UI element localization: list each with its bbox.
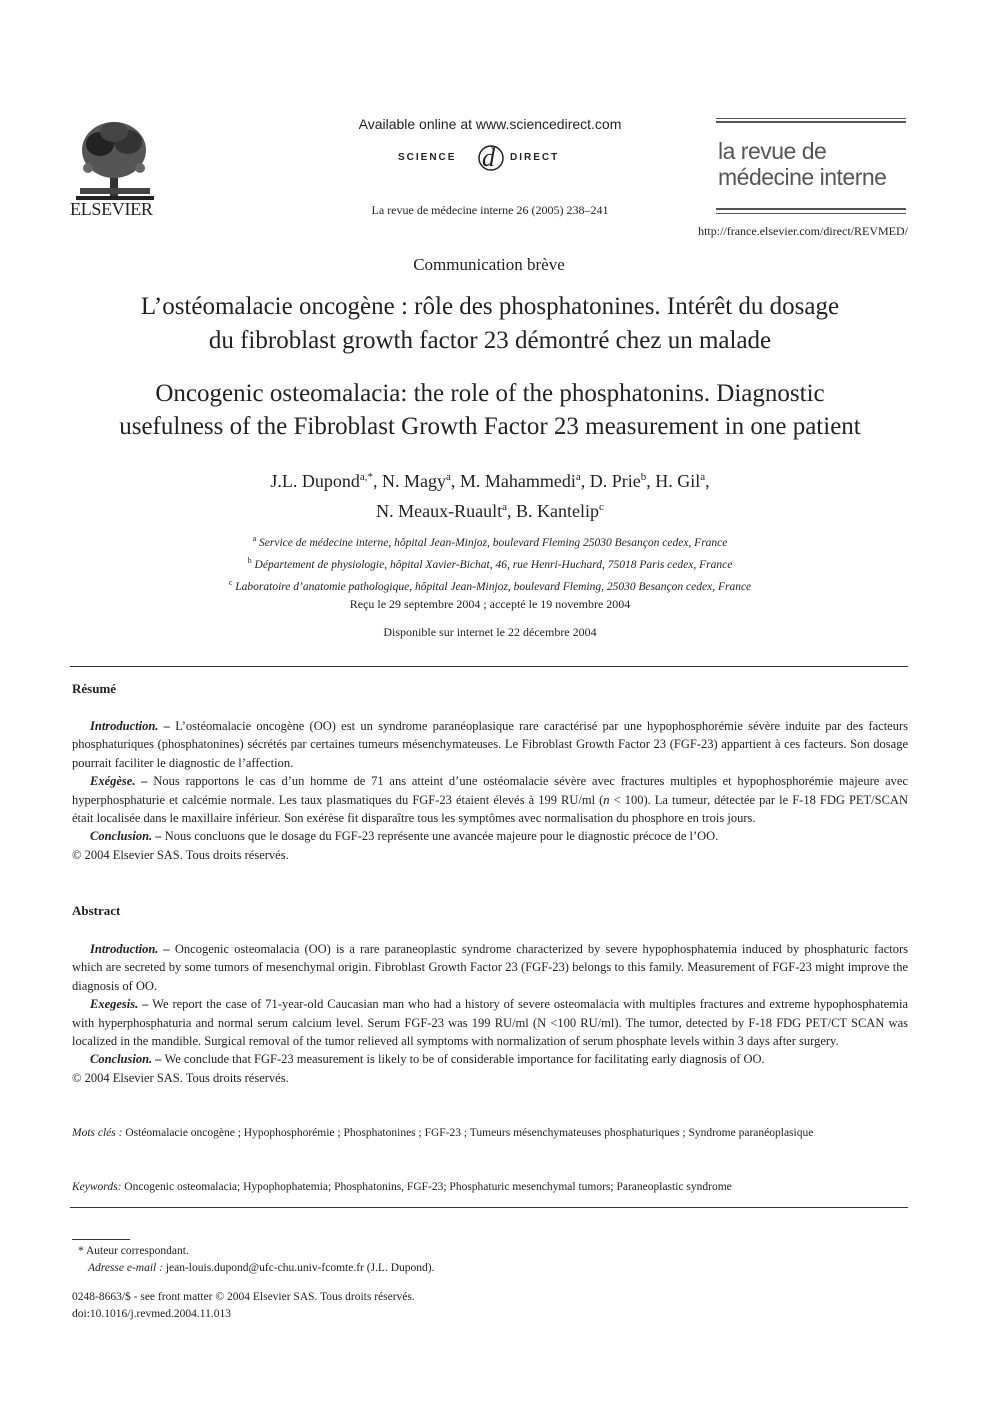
author-list: J.L. Dupond$^{a,*}$, N. Magy$^a$, M. Mahammedi$^a$, D. Prie$^b$, H. Gil$^a$, N. Meaux-Ruault$^a$, B. Kantelip$^c$	[270, 471, 710, 521]
affiliation: $^b$ Département de physiologie, hôpital Xavier-Bichat, 46, rue Henri-Huchard, 75018 Paris cedex, France	[247, 555, 733, 571]
email-line: Adresse e-mail : jean-louis.dupond@ufc-chu.univ-fcomte.fr (J.L. Dupond).	[88, 1262, 435, 1274]
title-english: Oncogenic osteomalacia: the role of the phosphatonins. Diagnostic usefulness of the Fibroblast Growth Factor 23 measurement in one patient	[119, 380, 861, 440]
author-name: J.L. Dupond	[270, 471, 360, 491]
corresponding-author: * Auteur correspondant.	[78, 1245, 189, 1257]
sd-left-text: SCIENCE	[398, 152, 457, 163]
keywords-english: Keywords: Oncogenic osteomalacia; Hypophophatemia; Phosphatonins, FGF-23; Phosphaturic mesenchymal tumors; Paraneoplastic syndrome	[72, 1181, 732, 1193]
available-online[interactable]: Available online at www.sciencedirect.com	[358, 116, 622, 132]
journal-name-line2: médecine interne	[718, 164, 887, 190]
issn-doi	[72, 1289, 772, 1323]
sd-right-text: DIRECT	[510, 152, 560, 163]
footnote-rule	[72, 1239, 130, 1240]
abstract-copyright: © 2004 Elsevier SAS. Tous droits réservés.	[72, 1070, 289, 1085]
author-name: D. Prie	[589, 471, 641, 491]
elsevier-tree-logo	[70, 116, 160, 202]
online-date: Disponible sur internet le 22 décembre 2004	[383, 625, 597, 639]
affiliations	[100, 530, 880, 595]
keywords-french: Mots clés : Ostéomalacie oncogène ; Hypophosphorémie ; Phosphatonines ; FGF-23 ; Tumeurs mésenchymateuses phosphaturiques ; Syndrome paranéoplasique	[72, 1127, 814, 1139]
journal-reference: La revue de médecine interne 26 (2005) 238–241	[371, 203, 609, 217]
affiliation: $^a$ Service de médecine interne, hôpital Jean-Minjoz, boulevard Fleming 25030 Besançon cedex, France	[252, 534, 728, 549]
author-name: B. Kantelip	[515, 501, 599, 521]
affiliation: $^c$ Laboratoire d’anatomie pathologique, hôpital Jean-Minjoz, boulevard Fleming, 25030 Besançon cedex, France	[228, 577, 752, 593]
author-name: N. Meaux-Ruault	[376, 501, 503, 521]
sciencedirect-logo	[396, 138, 586, 174]
footnotes	[78, 1243, 778, 1277]
author-name: N. Magy	[381, 471, 446, 491]
journal-name-line1: la revue de	[718, 138, 827, 164]
divider	[70, 666, 908, 667]
journal-masthead	[716, 118, 908, 218]
publisher-logo-text: ELSEVIER	[70, 199, 153, 219]
abstract-body: Introduction. – Oncogenic osteomalacia (OO) is a rare paraneoplastic syndrome characterized by severe hypophosphatemia induced by phosphaturic factors which are secreted by some tumors of mesenchymal origin. Fibroblast Growth Factor 23 (FGF-23) belongs to this family. Measurement of FGF-23 might improve the diagnosis of OO. Exegesis. – We report the case of 71-year-old Caucasian man who had a history of severe osteomalacia with multiples fractures and extreme hypophosphatemia with hyperphosphaturia and normal serum calcium level. Serum FGF-23 was 199 RU/ml (N <100 RU/ml). The tumor, detected by F-18 FDG PET/CT SCAN was localized in the mandible. Surgical removal of the tumor relieved all symptoms with normalization of serum phosphate levels within 3 days after surgery. Conclusion. – We conclude that FGF-23 measurement is likely to be of considerable importance for facilitating early diagnosis of OO. © 2004 Elsevier SAS. Tous droits réservés.	[72, 940, 908, 1087]
article-dates	[200, 590, 780, 646]
title-french: L’ostéomalacie oncogène : rôle des phosphatonines. Intérêt du dosage du fibroblast growth factor 23 démontré chez un malade	[140, 293, 840, 354]
author-name: M. Mahammedi	[459, 471, 576, 491]
abstract-heading: Abstract	[72, 903, 121, 918]
divider	[70, 1207, 908, 1208]
author-name: H. Gil	[655, 471, 701, 491]
received-date: Reçu le 29 septembre 2004 ; accepté le 19 novembre 2004	[349, 597, 631, 611]
journal-url-link[interactable]: http://france.elsevier.com/direct/REVMED/	[698, 224, 908, 238]
doi-line: doi:10.1016/j.revmed.2004.11.013	[72, 1308, 231, 1320]
issn-line: 0248-8663/$ - see front matter © 2004 Elsevier SAS. Tous droits réservés.	[72, 1291, 415, 1303]
svg-text:d: d	[482, 143, 495, 172]
resume-heading: Résumé	[72, 681, 117, 696]
resume-copyright: © 2004 Elsevier SAS. Tous droits réservés.	[72, 847, 289, 862]
section-type: Communication brève	[413, 255, 565, 274]
resume-body: Introduction. – L’ostéomalacie oncogène (OO) est un syndrome paranéoplasique rare caractérisé par une hypophosphorémie sévère induite par des facteurs phosphaturiques (phosphatonines) sécrétés par certaines tumeurs mésenchymateuses. Le Fibroblast Growth Factor 23 (FGF-23) appartient à ces facteurs. Son dosage pourrait faciliter le diagnostic de l’affection. Exégèse. – Nous rapportons le cas d’un homme de 71 ans atteint d’une ostéomalacie sévère avec fractures multiples et hypophosphorémie majeure avec hyperphosphaturie et calcémie normale. Les taux plasmatiques du FGF-23 étaient élevés à 199 RU/ml (n < 100). La tumeur, détectée par le F-18 FDG PET/SCAN était localisée dans le maxillaire inférieur. Son exérèse fit disparaître tous les symptômes avec normalisation du phosphore en trois jours. Conclusion. – Nous concluons que le dosage du FGF-23 représente une avancée majeure pour le diagnostic précoce de l’OO. © 2004 Elsevier SAS. Tous droits réservés.	[72, 717, 908, 864]
